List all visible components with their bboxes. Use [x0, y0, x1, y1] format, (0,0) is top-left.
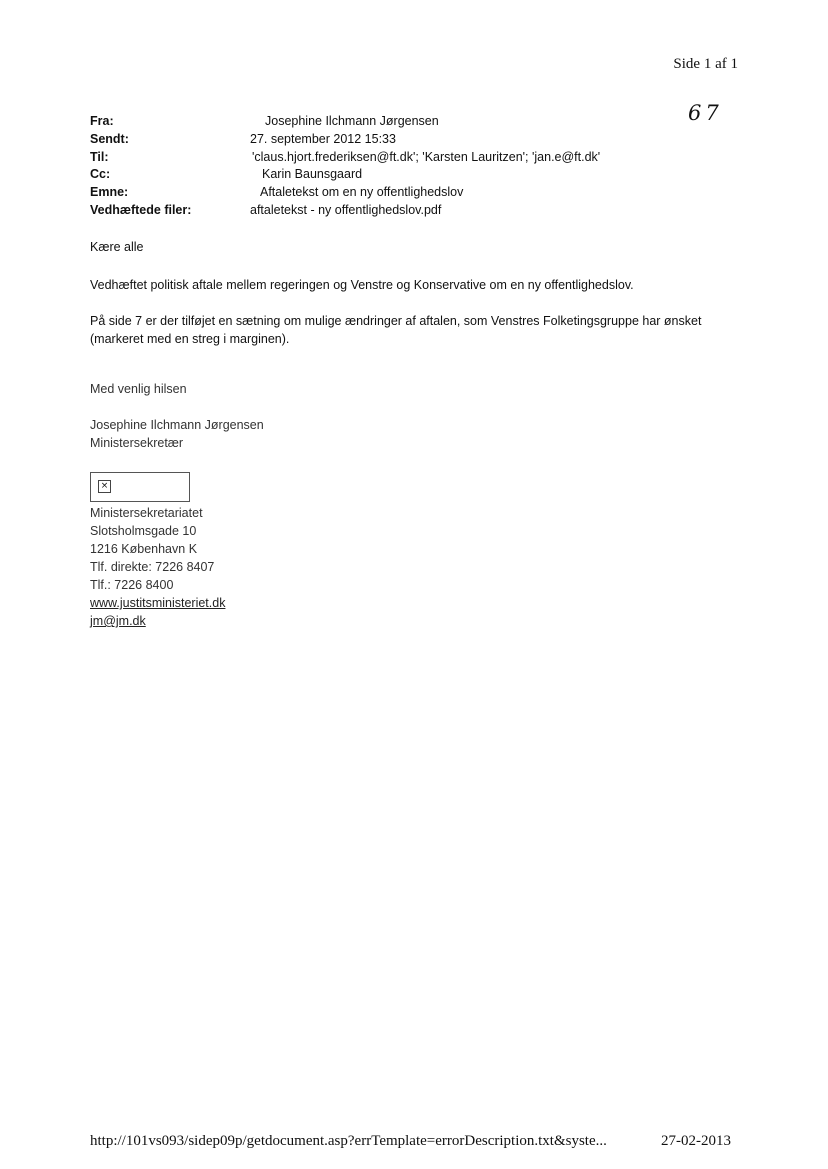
signature-phone: Tlf.: 7226 8400	[90, 578, 174, 592]
closing: Med venlig hilsen	[90, 382, 187, 396]
website-link[interactable]: www.justitsministeriet.dk	[90, 596, 226, 610]
signature-title: Ministersekretær	[90, 436, 184, 450]
broken-image-icon: ×	[98, 480, 111, 493]
to-label: Til:	[90, 150, 109, 164]
signature-city: 1216 København K	[90, 542, 198, 556]
signature-department: Ministersekretariatet	[90, 506, 203, 520]
page-number-header: Side 1 af 1	[673, 56, 738, 72]
greeting: Kære alle	[90, 240, 144, 254]
sent-label: Sendt:	[90, 132, 129, 146]
attachments-label: Vedhæftede filer:	[90, 203, 192, 217]
from-label: Fra:	[90, 114, 114, 128]
paragraph-1: Vedhæftet politisk aftale mellem regeringen og Venstre og Konservative om en ny offentlighedslov.	[90, 278, 634, 292]
footer-url: http://101vs093/sidep09p/getdocument.asp?errTemplate=errorDescription.txt&syste...	[90, 1133, 607, 1149]
footer-date: 27-02-2013	[661, 1133, 731, 1149]
sent-value: 27. september 2012 15:33	[250, 132, 396, 146]
signature-name: Josephine Ilchmann Jørgensen	[90, 418, 264, 432]
paragraph-2: På side 7 er der tilføjet en sætning om mulige ændringer af aftalen, som Venstres Folketingsgruppe har ønsket (markeret med en streg i marginen).	[90, 314, 702, 346]
logo-image-placeholder	[90, 472, 190, 502]
subject-value: Aftaletekst om en ny offentlighedslov	[260, 185, 464, 199]
from-value: Josephine Ilchmann Jørgensen	[265, 114, 439, 128]
email-link[interactable]: jm@jm.dk	[90, 614, 146, 628]
signature-address: Slotsholmsgade 10	[90, 524, 197, 538]
subject-label: Emne:	[90, 185, 129, 199]
cc-value: Karin Baunsgaard	[262, 167, 363, 181]
handwritten-page-number: 67	[688, 101, 723, 125]
to-value: 'claus.hjort.frederiksen@ft.dk'; 'Karsten Lauritzen'; 'jan.e@ft.dk'	[252, 150, 601, 164]
cc-label: Cc:	[90, 167, 111, 181]
signature-phone-direct: Tlf. direkte: 7226 8407	[90, 560, 215, 574]
attachments-value: aftaletekst - ny offentlighedslov.pdf	[250, 203, 442, 217]
